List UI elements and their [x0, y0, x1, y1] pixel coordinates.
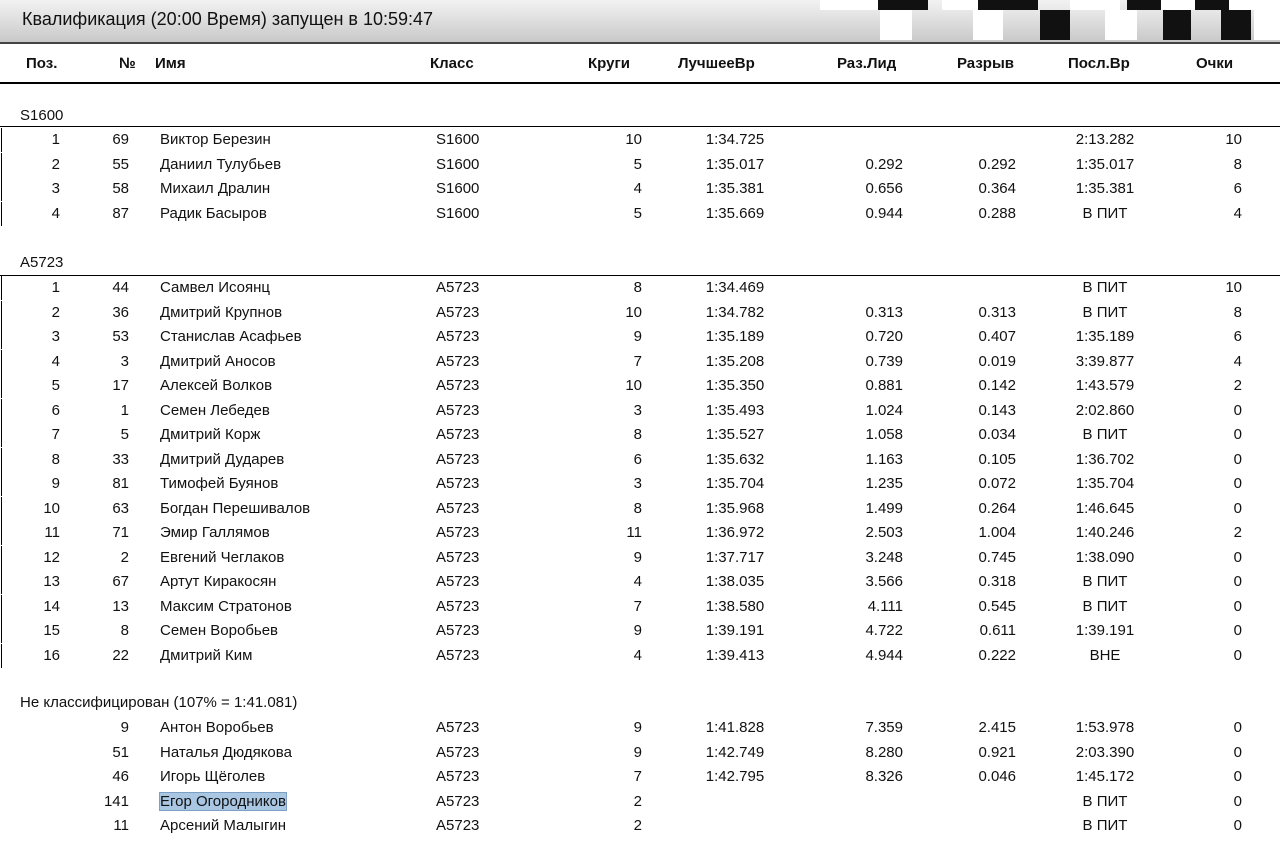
- cell-name: Тимофей Буянов: [160, 475, 279, 492]
- cell-laps: 2: [633, 817, 642, 834]
- cell-num: 81: [112, 475, 129, 492]
- cell-last: 2:02.860: [1075, 401, 1135, 419]
- table-row: [0, 472, 1280, 496]
- cell-pos: 6: [51, 401, 60, 419]
- cell-gap: 1.004: [978, 524, 1016, 541]
- cell-last: В ПИТ: [1082, 426, 1128, 443]
- cell-gap: 0.407: [978, 328, 1016, 345]
- cell-num: 9: [120, 719, 129, 736]
- cell-points: 0: [1233, 426, 1242, 443]
- cell-num: 33: [112, 450, 129, 468]
- cell-pos: 8: [51, 450, 60, 468]
- cell-last: 1:46.645: [1075, 499, 1135, 517]
- cell-class: S1600: [436, 180, 480, 197]
- cell-num: 63: [112, 499, 129, 517]
- cell-gap: 0.318: [978, 573, 1016, 590]
- cell-best: 1:35.350: [705, 377, 765, 394]
- cell-pos: 13: [43, 573, 60, 590]
- cell-class: A5723: [436, 303, 480, 321]
- cell-laps: 2: [633, 792, 642, 810]
- cell-name: Дмитрий Дударев: [160, 450, 285, 468]
- table-row: [0, 716, 1280, 740]
- table-row: [0, 570, 1280, 594]
- group-divider: [0, 126, 1280, 127]
- cell-name: [160, 793, 286, 811]
- cell-laps: 9: [633, 719, 642, 736]
- cell-gap: 0.034: [978, 426, 1016, 443]
- cell-laps: 10: [625, 377, 642, 394]
- cell-gap-leader: 4.111: [867, 597, 903, 615]
- cell-laps: 5: [633, 155, 642, 173]
- cell-name: Самвел Исоянц: [160, 279, 271, 296]
- col-num-header: №: [119, 55, 136, 72]
- col-last-header: Посл.Вр: [1068, 55, 1130, 72]
- cell-gap: 0.364: [978, 180, 1016, 197]
- cell-best: 1:42.749: [705, 743, 765, 761]
- cell-last: ВНЕ: [1089, 646, 1121, 664]
- cell-class: A5723: [436, 646, 480, 664]
- cell-num: 22: [112, 646, 129, 664]
- cell-gap-leader: 0.720: [865, 328, 903, 345]
- table-row: [0, 177, 1280, 201]
- cell-best: 1:35.381: [705, 180, 765, 197]
- cell-points: 0: [1233, 450, 1242, 468]
- cell-gap-leader: 3.566: [865, 573, 903, 590]
- cell-gap-leader: 1.163: [865, 450, 903, 468]
- cell-pos: 2: [51, 303, 60, 321]
- cell-best: 1:35.017: [705, 155, 765, 173]
- cell-pos: 9: [51, 475, 60, 492]
- cell-pos: 16: [43, 646, 60, 664]
- cell-laps: 5: [633, 204, 642, 222]
- cell-gap: 0.545: [978, 597, 1016, 615]
- cell-gap: 0.222: [978, 646, 1016, 664]
- cell-gap-leader: 1.235: [865, 475, 903, 492]
- cell-best: 1:42.795: [705, 768, 765, 785]
- cell-points: 0: [1233, 719, 1242, 736]
- group-title: S1600: [20, 107, 64, 124]
- cell-num: 58: [112, 180, 129, 197]
- cell-pos: 1: [51, 131, 60, 148]
- cell-gap: 0.611: [979, 622, 1016, 639]
- cell-pos: 12: [43, 548, 60, 566]
- selected-name[interactable]: Егор Огородников: [160, 792, 286, 810]
- table-row: [0, 153, 1280, 177]
- cell-class: A5723: [436, 450, 480, 468]
- cell-num: 55: [112, 155, 129, 173]
- cell-class: A5723: [436, 426, 480, 443]
- cell-gap: 0.292: [978, 155, 1016, 173]
- cell-best: 1:38.580: [705, 597, 765, 615]
- cell-laps: 8: [633, 426, 642, 443]
- cell-laps: 9: [633, 328, 642, 345]
- cell-gap-leader: 8.326: [865, 768, 903, 785]
- cell-best: 1:35.968: [705, 499, 765, 517]
- cell-pos: 15: [43, 622, 60, 639]
- cell-points: 0: [1233, 646, 1242, 664]
- cell-num: 53: [112, 328, 129, 345]
- cell-num: 3: [120, 352, 129, 370]
- cell-name: Дмитрий Крупнов: [160, 303, 283, 321]
- table-row: [0, 619, 1280, 643]
- cell-class: A5723: [436, 768, 480, 785]
- cell-last: 1:36.702: [1075, 450, 1135, 468]
- cell-laps: 4: [633, 180, 642, 197]
- cell-class: A5723: [436, 573, 480, 590]
- cell-last: 2:13.282: [1075, 131, 1135, 148]
- cell-num: 13: [112, 597, 129, 615]
- cell-best: 1:34.469: [705, 279, 765, 296]
- cell-name: Максим Стратонов: [160, 597, 292, 615]
- cell-gap: 0.921: [978, 743, 1016, 761]
- cell-points: 0: [1233, 597, 1242, 615]
- cell-laps: 3: [633, 401, 642, 419]
- cell-best: 1:35.493: [705, 401, 765, 419]
- cell-class: A5723: [436, 719, 480, 736]
- cell-last: 1:35.017: [1075, 155, 1135, 173]
- cell-name: Станислав Асафьев: [160, 328, 302, 345]
- cell-points: 0: [1233, 817, 1242, 834]
- table-row: [0, 399, 1280, 423]
- cell-name: Наталья Дюдякова: [160, 743, 292, 761]
- cell-laps: 10: [625, 303, 642, 321]
- cell-gap-leader: 8.280: [865, 743, 903, 761]
- cell-last: В ПИТ: [1082, 817, 1128, 834]
- cell-gap-leader: 0.881: [865, 377, 903, 394]
- cell-num: 8: [120, 622, 129, 639]
- cell-num: 17: [112, 377, 129, 394]
- cell-num: 51: [112, 743, 129, 761]
- cell-gap: 2.415: [978, 719, 1016, 736]
- cell-pos: 3: [51, 328, 60, 345]
- cell-gap-leader: 4.944: [865, 646, 903, 664]
- cell-last: 2:03.390: [1075, 743, 1135, 761]
- cell-name: Радик Басыров: [160, 204, 267, 222]
- cell-best: 1:36.972: [705, 524, 765, 541]
- cell-points: 0: [1233, 401, 1242, 419]
- cell-gap-leader: 0.656: [865, 180, 903, 197]
- title-bar: [0, 0, 1280, 44]
- cell-class: A5723: [436, 328, 480, 345]
- cell-points: 0: [1233, 475, 1242, 492]
- cell-laps: 4: [633, 573, 642, 590]
- table-row: [0, 423, 1280, 447]
- cell-name: Артут Киракосян: [160, 573, 277, 590]
- cell-gap-leader: 1.024: [865, 401, 903, 419]
- cell-class: A5723: [436, 817, 480, 834]
- cell-pos: 1: [51, 279, 60, 296]
- col-best-header: ЛучшееВр: [678, 55, 755, 72]
- cell-name: Дмитрий Корж: [160, 426, 261, 443]
- table-row: [0, 448, 1280, 472]
- table-row: [0, 546, 1280, 570]
- cell-pos: 5: [51, 377, 60, 394]
- cell-last: 1:38.090: [1075, 548, 1135, 566]
- cell-last: 1:45.172: [1075, 768, 1135, 785]
- cell-points: 8: [1233, 303, 1242, 321]
- cell-laps: 3: [633, 475, 642, 492]
- cell-best: 1:39.191: [705, 622, 765, 639]
- cell-class: A5723: [436, 279, 480, 296]
- cell-last: 1:35.704: [1075, 475, 1135, 492]
- cell-gap: 0.745: [978, 548, 1016, 566]
- cell-class: A5723: [436, 622, 480, 639]
- cell-class: A5723: [436, 524, 480, 541]
- cell-points: 2: [1233, 377, 1242, 394]
- cell-name: Виктор Березин: [160, 131, 271, 148]
- cell-class: A5723: [436, 743, 480, 761]
- cell-class: A5723: [436, 377, 480, 394]
- cell-last: 1:35.189: [1075, 328, 1135, 345]
- cell-num: 141: [103, 792, 129, 810]
- cell-best: 1:35.208: [705, 352, 765, 370]
- cell-class: S1600: [436, 155, 480, 173]
- cell-class: A5723: [436, 597, 480, 615]
- cell-num: 44: [112, 279, 129, 296]
- cell-best: 1:41.828: [705, 719, 765, 736]
- cell-num: 87: [112, 204, 129, 222]
- cell-name: Эмир Галлямов: [160, 524, 270, 541]
- cell-class: S1600: [436, 204, 480, 222]
- cell-last: 1:43.579: [1075, 377, 1135, 394]
- col-laps-header: Круги: [588, 55, 630, 72]
- cell-name: Семен Воробьев: [160, 622, 279, 639]
- cell-gap-leader: 7.359: [865, 719, 903, 736]
- cell-laps: 8: [633, 499, 642, 517]
- cell-points: 2: [1233, 524, 1242, 541]
- cell-pos: 14: [43, 597, 60, 615]
- cell-pos: 4: [51, 352, 60, 370]
- col-gap-leader-header: Раз.Лид: [837, 55, 897, 72]
- cell-gap: 0.019: [978, 352, 1016, 370]
- cell-class: A5723: [436, 792, 480, 810]
- cell-name: Антон Воробьев: [160, 719, 274, 736]
- cell-points: 6: [1233, 180, 1242, 197]
- cell-laps: 11: [626, 524, 642, 541]
- cell-laps: 10: [625, 131, 642, 148]
- table-row: [0, 497, 1280, 521]
- cell-pos: 7: [51, 426, 60, 443]
- cell-best: 1:39.413: [705, 646, 765, 664]
- table-row: [0, 741, 1280, 765]
- cell-name: Михаил Дралин: [160, 180, 271, 197]
- cell-laps: 4: [633, 646, 642, 664]
- cell-gap: 0.143: [978, 401, 1016, 419]
- cell-num: 46: [112, 768, 129, 785]
- table-row: [0, 595, 1280, 619]
- table-row: [0, 325, 1280, 349]
- cell-last: 1:39.191: [1075, 622, 1135, 639]
- cell-num: 67: [112, 573, 129, 590]
- cell-num: 2: [120, 548, 129, 566]
- cell-last: В ПИТ: [1082, 597, 1128, 615]
- cell-points: 0: [1233, 499, 1242, 517]
- cell-best: 1:35.632: [705, 450, 765, 468]
- cell-class: A5723: [436, 401, 480, 419]
- cell-class: A5723: [436, 548, 480, 566]
- cell-points: 0: [1233, 548, 1242, 566]
- table-row: [0, 790, 1280, 814]
- cell-name: Алексей Волков: [160, 377, 273, 394]
- cell-gap: 0.105: [978, 450, 1016, 468]
- group-title: A5723: [20, 254, 64, 271]
- cell-points: 8: [1233, 155, 1242, 173]
- table-row: [0, 276, 1280, 300]
- cell-gap-leader: 1.058: [865, 426, 903, 443]
- cell-num: 69: [112, 131, 129, 148]
- cell-laps: 7: [633, 768, 642, 785]
- table-row: [0, 765, 1280, 789]
- cell-last: В ПИТ: [1082, 279, 1128, 296]
- cell-last: В ПИТ: [1082, 573, 1128, 590]
- header-divider: [0, 82, 1280, 84]
- cell-gap-leader: 0.944: [865, 204, 903, 222]
- cell-name: Евгений Чеглаков: [160, 548, 285, 566]
- cell-name: Игорь Щёголев: [160, 768, 266, 785]
- cell-points: 4: [1233, 352, 1242, 370]
- cell-laps: 7: [633, 597, 642, 615]
- cell-points: 4: [1233, 204, 1242, 222]
- cell-best: 1:35.189: [705, 328, 765, 345]
- cell-best: 1:38.035: [705, 573, 765, 590]
- cell-points: 0: [1233, 792, 1242, 810]
- cell-last: В ПИТ: [1082, 792, 1128, 810]
- page-title: Квалификация (20:00 Время) запущен в 10:59:47: [22, 9, 434, 29]
- cell-pos: 11: [44, 524, 60, 541]
- cell-name: Семен Лебедев: [160, 401, 270, 419]
- cell-num: 1: [120, 401, 129, 419]
- cell-last: В ПИТ: [1082, 303, 1128, 321]
- cell-best: 1:35.704: [705, 475, 765, 492]
- cell-num: 5: [120, 426, 129, 443]
- cell-gap-leader: 0.313: [865, 303, 903, 321]
- col-gap-header: Разрыв: [957, 55, 1014, 72]
- table-row: [0, 350, 1280, 374]
- cell-num: 71: [112, 524, 129, 541]
- cell-gap: 0.046: [978, 768, 1016, 785]
- cell-laps: 9: [633, 622, 642, 639]
- cell-pos: 4: [51, 204, 60, 222]
- table-row: [0, 301, 1280, 325]
- cell-gap-leader: 0.292: [865, 155, 903, 173]
- cell-name: Богдан Перешивалов: [160, 499, 311, 517]
- cell-gap-leader: 1.499: [865, 499, 903, 517]
- cell-laps: 9: [633, 548, 642, 566]
- cell-points: 0: [1233, 573, 1242, 590]
- cell-best: 1:35.669: [705, 204, 765, 222]
- cell-gap: 0.288: [978, 204, 1016, 222]
- cell-pos: 3: [51, 180, 60, 197]
- cell-laps: 6: [633, 450, 642, 468]
- cell-gap-leader: 3.248: [865, 548, 903, 566]
- cell-points: 0: [1233, 743, 1242, 761]
- cell-name: Арсений Малыгин: [160, 817, 287, 834]
- cell-pos: 10: [43, 499, 60, 517]
- cell-last: В ПИТ: [1082, 204, 1128, 222]
- cell-class: S1600: [436, 131, 480, 148]
- cell-name: Дмитрий Аносов: [160, 352, 276, 370]
- cell-last: 1:40.246: [1075, 524, 1135, 541]
- cell-best: 1:34.725: [705, 131, 765, 148]
- cell-laps: 7: [633, 352, 642, 370]
- cell-gap: 0.072: [978, 475, 1016, 492]
- col-class-header: Класс: [430, 55, 474, 72]
- cell-num: 11: [113, 817, 129, 834]
- cell-pos: 2: [51, 155, 60, 173]
- cell-class: A5723: [436, 499, 480, 517]
- table-row: [0, 814, 1280, 838]
- cell-last: 3:39.877: [1075, 352, 1135, 370]
- table-row: [0, 128, 1280, 152]
- table-row: [0, 644, 1280, 668]
- cell-num: 36: [112, 303, 129, 321]
- cell-gap: 0.142: [978, 377, 1016, 394]
- cell-gap: 0.264: [978, 499, 1016, 517]
- cell-last: 1:35.381: [1075, 180, 1135, 197]
- cell-gap-leader: 0.739: [865, 352, 903, 370]
- cell-class: A5723: [436, 352, 480, 370]
- cell-laps: 9: [633, 743, 642, 761]
- col-points-header: Очки: [1196, 55, 1234, 72]
- cell-name: Дмитрий Ким: [160, 646, 253, 664]
- table-row: [0, 521, 1280, 545]
- cell-last: 1:53.978: [1075, 719, 1135, 736]
- cell-points: 0: [1233, 622, 1242, 639]
- cell-laps: 8: [633, 279, 642, 296]
- cell-best: 1:35.527: [705, 426, 765, 443]
- table-row: [0, 202, 1280, 226]
- col-pos-header: Поз.: [26, 55, 58, 72]
- cell-points: 0: [1233, 768, 1242, 785]
- cell-points: 10: [1225, 131, 1242, 148]
- cell-gap-leader: 2.503: [865, 524, 903, 541]
- group-title: Не классифицирован (107% = 1:41.081): [20, 694, 298, 711]
- cell-class: A5723: [436, 475, 480, 492]
- cell-points: 6: [1233, 328, 1242, 345]
- cell-best: 1:37.717: [705, 548, 765, 566]
- cell-name: Даниил Тулубьев: [160, 155, 282, 173]
- cell-points: 10: [1225, 279, 1242, 296]
- cell-gap-leader: 4.722: [865, 622, 903, 639]
- col-name-header: Имя: [155, 55, 186, 72]
- cell-best: 1:34.782: [705, 303, 765, 321]
- table-row: [0, 374, 1280, 398]
- cell-gap: 0.313: [978, 303, 1016, 321]
